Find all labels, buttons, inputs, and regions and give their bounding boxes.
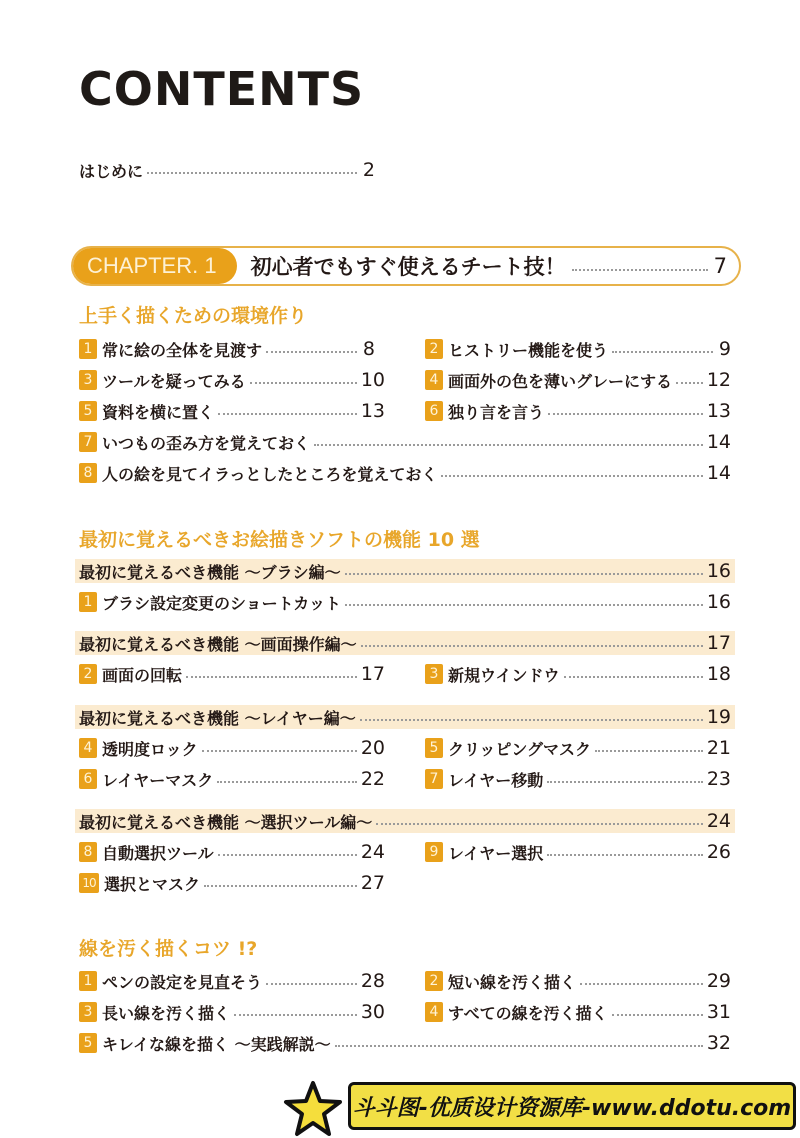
page-number: 16 [706, 591, 731, 613]
entry-label: 自動選択ツール [102, 843, 214, 863]
leader-dots [564, 676, 703, 678]
number-badge: 1 [79, 339, 97, 359]
entry-label: すべての線を汚く描く [448, 1003, 608, 1023]
entry-label: 最初に覚えるべき機能 ～選択ツール編～ [79, 812, 373, 832]
leader-dots [202, 750, 357, 752]
page-number: 22 [360, 768, 385, 790]
page-number: 21 [706, 737, 731, 759]
page-number: 17 [706, 632, 731, 654]
page-number: 30 [360, 1001, 385, 1023]
number-badge: 8 [79, 842, 97, 862]
page-number: 28 [360, 970, 385, 992]
page-number: 24 [360, 841, 385, 863]
number-badge: 3 [79, 370, 97, 390]
entry-label: 画面の回転 [102, 665, 183, 685]
toc-entry[interactable] [79, 1031, 731, 1055]
toc-entry-intro[interactable] [79, 158, 375, 182]
leader-dots [376, 823, 703, 825]
toc-entry[interactable] [79, 590, 731, 614]
leader-dots [595, 750, 703, 752]
toc-group-header[interactable] [79, 559, 731, 583]
toc-entry[interactable] [79, 368, 385, 392]
toc-group-header[interactable] [79, 809, 731, 833]
number-badge: 1 [79, 592, 97, 612]
number-badge: 7 [425, 769, 443, 789]
number-badge: 9 [425, 842, 443, 862]
leader-dots [266, 983, 357, 985]
entry-label: 資料を横に置く [102, 402, 215, 422]
toc-entry[interactable] [79, 337, 375, 361]
toc-entry[interactable] [425, 736, 731, 760]
toc-entry[interactable] [425, 399, 731, 423]
toc-entry[interactable] [425, 368, 731, 392]
page-number: 13 [706, 400, 731, 422]
leader-dots [361, 645, 703, 647]
leader-dots [217, 781, 357, 783]
number-badge: 8 [79, 463, 97, 483]
number-badge: 4 [425, 370, 443, 390]
toc-entry[interactable] [425, 337, 731, 361]
toc-entry[interactable] [425, 840, 731, 864]
page-number: 27 [360, 872, 385, 894]
page-number: 13 [360, 400, 385, 422]
leader-dots [250, 382, 357, 384]
page-number: 12 [706, 369, 731, 391]
entry-label: 最初に覚えるべき機能 ～レイヤー編～ [79, 708, 356, 728]
toc-entry[interactable] [79, 767, 385, 791]
entry-label: 独り言を言う [448, 402, 545, 422]
watermark [282, 1078, 800, 1137]
entry-label: クリッピングマスク [448, 739, 592, 759]
toc-entry[interactable] [425, 767, 731, 791]
number-badge: 10 [79, 873, 99, 893]
leader-dots [441, 475, 702, 477]
entry-label: 画面外の色を薄いグレーにする [448, 371, 673, 391]
page-number: 23 [706, 768, 731, 790]
page-number: 19 [706, 706, 731, 728]
leader-dots [266, 351, 357, 353]
section-heading: 最初に覚えるべきお絵描きソフトの機能 10 選 [79, 529, 480, 551]
page-number: 29 [706, 970, 731, 992]
entry-label: 新規ウインドウ [448, 665, 560, 685]
number-badge: 6 [79, 769, 97, 789]
page-number: 14 [706, 431, 731, 453]
toc-entry[interactable] [425, 1000, 731, 1024]
page-number: 31 [706, 1001, 731, 1023]
entry-label: 長い線を汚く描く [102, 1003, 231, 1023]
entry-label: ブラシ設定変更のショートカット [102, 593, 342, 613]
leader-dots [147, 172, 357, 174]
entry-label: レイヤー移動 [448, 770, 544, 790]
entry-label: 選択とマスク [104, 874, 201, 894]
toc-entry[interactable] [79, 399, 385, 423]
entry-label: 最初に覚えるべき機能 ～画面操作編～ [79, 634, 357, 654]
number-badge: 3 [79, 1002, 97, 1022]
number-badge: 6 [425, 401, 443, 421]
page-number: 8 [362, 338, 375, 360]
entry-label: レイヤーマスク [102, 770, 214, 790]
leader-dots [345, 573, 703, 575]
chapter-tag: CHAPTER. 1 [73, 248, 237, 284]
number-badge: 5 [425, 738, 443, 758]
leader-dots [548, 413, 703, 415]
toc-entry[interactable] [425, 969, 731, 993]
toc-entry[interactable] [79, 736, 385, 760]
entry-label: いつもの歪み方を覚えておく [102, 433, 311, 453]
entry-label: 人の絵を見てイラっとしたところを覚えておく [102, 464, 438, 484]
number-badge: 4 [425, 1002, 443, 1022]
leader-dots [580, 983, 703, 985]
leader-dots [612, 351, 713, 353]
number-badge: 3 [425, 664, 443, 684]
number-badge: 5 [79, 401, 97, 421]
entry-label: ツールを疑ってみる [102, 371, 246, 391]
entry-label: 最初に覚えるべき機能 ～ブラシ編～ [79, 562, 341, 582]
leader-dots [345, 604, 703, 606]
page-number: 14 [706, 462, 731, 484]
watermark-banner [348, 1082, 796, 1130]
toc-entry[interactable] [79, 1000, 385, 1024]
leader-dots [218, 854, 357, 856]
page-number: 7 [713, 254, 727, 278]
entry-label: はじめに [79, 161, 144, 181]
entry-label: キレイな線を描く ～実践解説～ [102, 1034, 331, 1054]
chapter-banner[interactable] [71, 246, 741, 286]
toc-entry[interactable] [79, 461, 731, 485]
leader-dots [218, 413, 357, 415]
section-heading: 線を汚く描くコツ !? [79, 938, 258, 960]
section-heading: 上手く描くための環境作り [79, 305, 308, 327]
page-number: 16 [706, 560, 731, 582]
page-number: 26 [706, 841, 731, 863]
number-badge: 7 [79, 432, 97, 452]
page-number: 32 [706, 1032, 731, 1054]
number-badge: 4 [79, 738, 97, 758]
leader-dots [612, 1014, 703, 1016]
watermark-text: 斗斗图-优质设计资源库-www.ddotu.com [352, 1095, 792, 1121]
page-number: 17 [360, 663, 385, 685]
leader-dots [335, 1045, 703, 1047]
leader-dots [204, 885, 357, 887]
page-number: 2 [362, 159, 375, 181]
entry-label: 常に絵の全体を見渡す [102, 340, 263, 360]
toc-entry[interactable] [79, 840, 385, 864]
entry-label: ヒストリー機能を使う [448, 340, 609, 360]
entry-label: ペンの設定を見直そう [102, 972, 263, 992]
number-badge: 2 [79, 664, 97, 684]
number-badge: 2 [425, 339, 443, 359]
toc-group-header[interactable] [79, 705, 731, 729]
toc-entry[interactable] [425, 662, 731, 686]
entry-label: 短い線を汚く描く [448, 972, 577, 992]
entry-label: レイヤー選択 [448, 843, 544, 863]
leader-dots [547, 854, 703, 856]
number-badge: 5 [79, 1033, 97, 1053]
toc-entry[interactable] [79, 969, 385, 993]
chapter-title: 初心者でもすぐ使えるチート技！ [250, 255, 566, 279]
number-badge: 2 [425, 971, 443, 991]
toc-entry[interactable] [79, 662, 385, 686]
leader-dots [360, 719, 703, 721]
leader-dots [572, 269, 708, 271]
star-icon [282, 1080, 344, 1138]
number-badge: 1 [79, 971, 97, 991]
page-number: 10 [360, 369, 385, 391]
page-number: 18 [706, 663, 731, 685]
leader-dots [314, 444, 703, 446]
toc-entry[interactable] [79, 871, 385, 895]
leader-dots [547, 781, 703, 783]
page-title: CONTENTS [79, 62, 365, 116]
page-number: 24 [706, 810, 731, 832]
leader-dots [186, 676, 357, 678]
toc-entry[interactable] [79, 430, 731, 454]
page-number: 9 [718, 338, 731, 360]
leader-dots [676, 382, 703, 384]
leader-dots [234, 1014, 357, 1016]
entry-label: 透明度ロック [102, 739, 198, 759]
toc-group-header[interactable] [79, 631, 731, 655]
page-number: 20 [360, 737, 385, 759]
